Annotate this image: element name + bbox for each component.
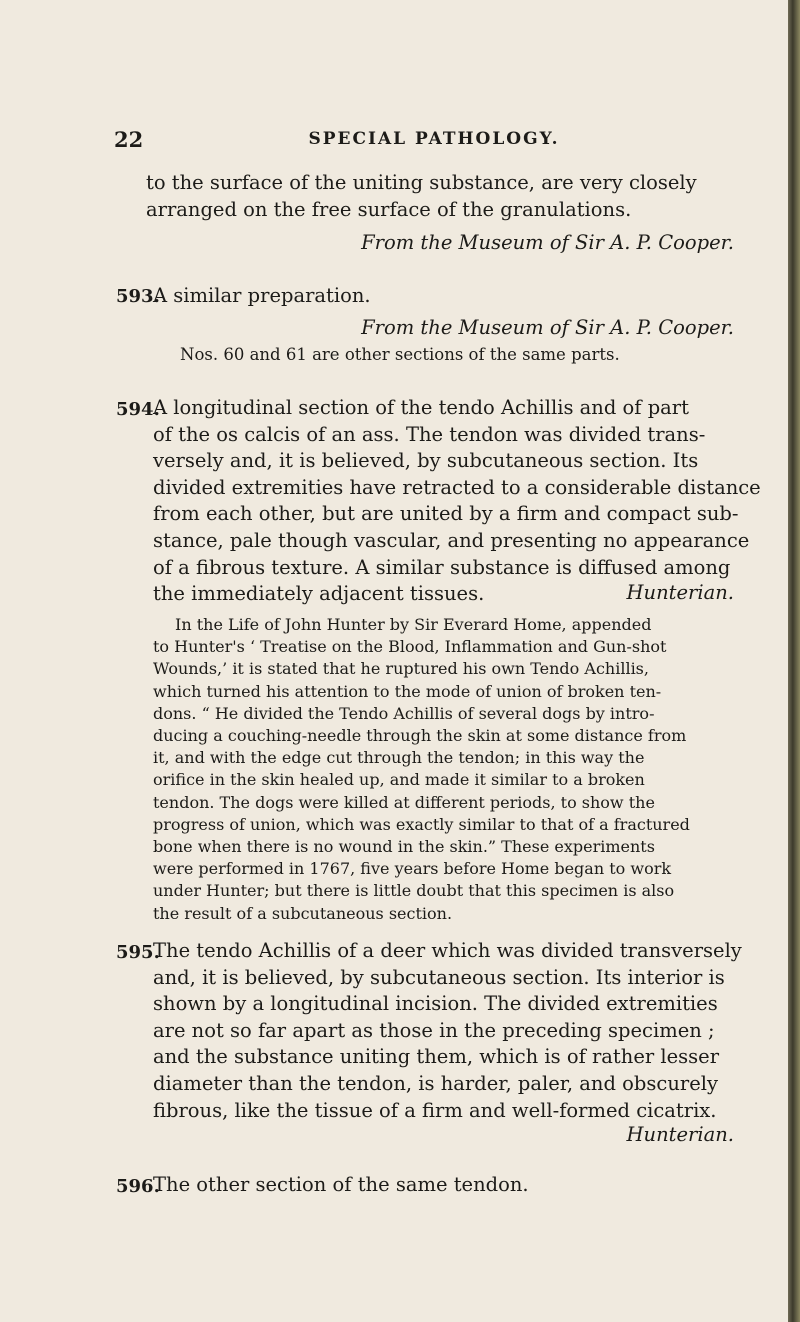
note-line: were performed in 1767, five years before Home began to work <box>153 859 672 879</box>
intro-paragraph <box>146 170 729 223</box>
entry-593-source: From the Museum of Sir A. P. Cooper. <box>361 316 734 339</box>
entry-596-text: The other section of the same tendon. <box>153 1173 529 1196</box>
note-line: progress of union, which was exactly similar to that of a fractured <box>153 814 690 834</box>
text-line: to the surface of the uniting substance, are very closely <box>146 171 697 194</box>
text-line: and the substance uniting them, which is of rather lesser <box>153 1045 720 1069</box>
entry-number-596: 596. <box>116 1176 160 1197</box>
text-line: of the os calcis of an ass. The tendon was divided trans- <box>153 422 706 446</box>
intro-source: From the Museum of Sir A. P. Cooper. <box>361 231 734 254</box>
text-line: A longitudinal section of the tendo Achillis and of part <box>153 396 689 419</box>
text-line: fibrous, like the tissue of a firm and well-formed cicatrix. <box>153 1098 717 1122</box>
note-line: ducing a couching-needle through the skin at some distance from <box>153 726 687 746</box>
entry-number-595: 595. <box>116 942 160 963</box>
note-line: bone when there is no wound in the skin.” These experiments <box>153 837 655 857</box>
text-line: shown by a longitudinal incision. The divided extremities <box>153 992 718 1016</box>
running-head: SPECIAL PATHOLOGY. <box>308 129 560 149</box>
text-line: are not so far apart as those in the preceding specimen ; <box>153 1018 715 1042</box>
entry-number-594: 594. <box>116 399 160 420</box>
entry-594-text <box>153 395 761 608</box>
text-line: from each other, but are united by a firm and compact sub- <box>153 502 739 526</box>
text-line: and, it is believed, by subcutaneous section. Its interior is <box>153 965 725 989</box>
note-line: under Hunter; but there is little doubt that this specimen is also <box>153 881 675 901</box>
entry-595-source: Hunterian. <box>626 1123 734 1146</box>
text-line: versely and, it is believed, by subcutaneous section. Its <box>153 449 699 473</box>
page-edge-shadow <box>788 0 800 1322</box>
note-line: to Hunter's ‘ Treatise on the Blood, Inflammation and Gun-shot <box>153 637 667 657</box>
note-line: it, and with the edge cut through the tendon; in this way the <box>153 748 645 768</box>
note-line: the result of a subcutaneous section. <box>153 903 453 923</box>
note-line: Wounds,’ it is stated that he ruptured his own Tendo Achillis, <box>153 659 649 679</box>
text-line: stance, pale though vascular, and presenting no appearance <box>153 528 750 552</box>
text-line: divided extremities have retracted to a considerable distance <box>153 475 761 499</box>
entry-594-source: Hunterian. <box>626 581 734 604</box>
text-line: of a fibrous texture. A similar substance is diffused among <box>153 555 731 579</box>
note-line: orifice in the skin healed up, and made it similar to a broken <box>153 770 645 790</box>
note-line: dons. “ He divided the Tendo Achillis of several dogs by intro- <box>153 703 655 723</box>
text-line: The tendo Achillis of a deer which was divided transversely <box>153 939 742 962</box>
entry-594-note <box>153 614 729 925</box>
page-number: 22 <box>114 127 144 152</box>
text-line: diameter than the tendon, is harder, paler, and obscurely <box>153 1071 718 1095</box>
note-line: tendon. The dogs were killed at different periods, to show the <box>153 792 655 812</box>
entry-593-note: Nos. 60 and 61 are other sections of the same parts. <box>180 345 620 364</box>
entry-595-text <box>153 938 742 1124</box>
text-line: the immediately adjacent tissues. <box>153 582 485 606</box>
note-line: which turned his attention to the mode of union of broken ten- <box>153 681 662 701</box>
entry-number-593: 593. <box>116 286 160 307</box>
text-line: arranged on the free surface of the granulations. <box>146 197 632 221</box>
note-line: In the Life of John Hunter by Sir Everard Home, appended <box>175 615 652 634</box>
page-header <box>114 127 714 151</box>
entry-593-text: A similar preparation. <box>153 284 371 307</box>
